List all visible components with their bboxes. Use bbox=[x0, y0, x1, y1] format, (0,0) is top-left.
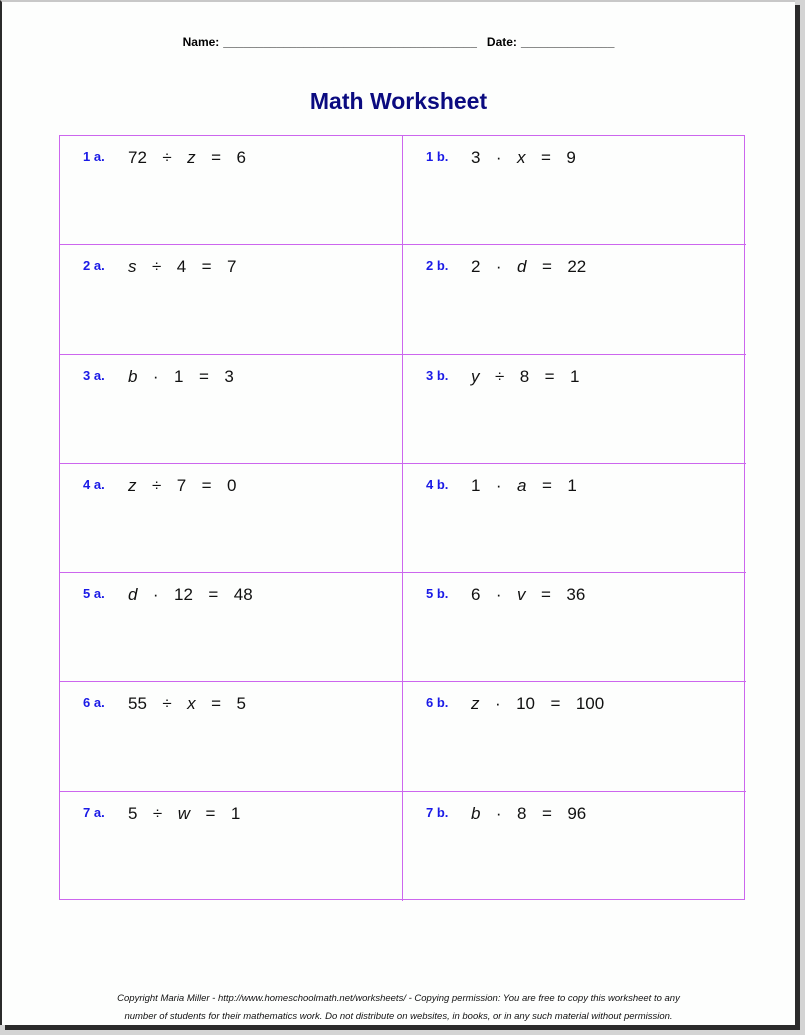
problem-cell bbox=[403, 136, 746, 245]
name-blank: ______________________________________ bbox=[223, 35, 477, 49]
left-operand: b bbox=[471, 803, 481, 823]
left-operand: 6 bbox=[471, 585, 481, 605]
right-operand: 1 bbox=[174, 366, 184, 386]
left-operand: z bbox=[128, 475, 137, 495]
right-operand: a bbox=[517, 475, 527, 495]
result-value: 9 bbox=[566, 148, 576, 167]
result-value: 1 bbox=[230, 803, 241, 823]
right-operand: z bbox=[187, 148, 196, 167]
problem-number: 6 a. bbox=[83, 695, 105, 711]
equation: 1 · a = 1 bbox=[471, 475, 577, 495]
right-operand: v bbox=[517, 585, 526, 605]
date-label: Date: bbox=[486, 35, 517, 49]
date-blank: ______________ bbox=[520, 35, 615, 49]
result-value: 1 bbox=[567, 475, 577, 495]
right-operand: 10 bbox=[516, 694, 535, 714]
problem-number: 3 b. bbox=[426, 367, 449, 383]
operator: ÷ bbox=[151, 257, 162, 277]
equation: z · 10 = 100 bbox=[471, 694, 605, 714]
right-operand: 8 bbox=[517, 803, 527, 823]
result-value: 0 bbox=[227, 475, 237, 495]
problem-number: 2 b. bbox=[426, 258, 449, 274]
problem-number: 4 a. bbox=[83, 476, 105, 492]
problem-number: 1 b. bbox=[426, 149, 449, 164]
left-operand: 1 bbox=[471, 475, 481, 495]
problem-number: 7 b. bbox=[426, 804, 449, 820]
problem-number: 3 a. bbox=[83, 367, 105, 383]
left-operand: d bbox=[128, 585, 138, 605]
equation: z ÷ 7 = 0 bbox=[128, 475, 237, 495]
problem-number: 7 a. bbox=[83, 804, 105, 820]
operator: ÷ bbox=[162, 148, 172, 167]
name-label: Name: bbox=[182, 35, 220, 49]
right-operand: 4 bbox=[176, 257, 187, 277]
operator: ÷ bbox=[152, 803, 163, 823]
problem-cell bbox=[60, 573, 403, 682]
result-value: 7 bbox=[227, 257, 237, 277]
result-value: 48 bbox=[233, 585, 253, 605]
problem-cell bbox=[403, 682, 746, 791]
equation: d · 12 = 48 bbox=[128, 585, 253, 605]
equation: 2 · d = 22 bbox=[471, 257, 587, 277]
left-operand: z bbox=[471, 694, 480, 714]
right-operand: 8 bbox=[519, 366, 530, 386]
result-value: 5 bbox=[236, 694, 246, 714]
left-operand: 72 bbox=[128, 148, 147, 167]
problem-cell bbox=[60, 136, 403, 245]
right-operand: w bbox=[177, 803, 190, 823]
copyright-footer bbox=[2, 990, 795, 1026]
operator: · bbox=[495, 148, 502, 167]
right-operand: 12 bbox=[174, 585, 193, 605]
right-operand: x bbox=[517, 148, 526, 167]
problem-number: 5 b. bbox=[426, 586, 449, 602]
problem-cell bbox=[403, 464, 746, 573]
footer-line-1: Copyright Maria Miller - http://www.homeschoolmath.net/worksheets/ - Copying permission: You are free to copy this worksheet to any bbox=[117, 993, 680, 1004]
left-operand: y bbox=[471, 366, 480, 386]
problem-cell bbox=[60, 355, 403, 464]
problem-cell bbox=[60, 682, 403, 791]
footer-line-2: number of students for their mathematics work. Do not distribute on websites, in books, or in any such material without permission. bbox=[124, 1011, 673, 1022]
problem-cell bbox=[403, 355, 746, 464]
result-value: 36 bbox=[566, 585, 586, 605]
problem-cell bbox=[60, 792, 403, 901]
operator: · bbox=[495, 803, 502, 823]
result-value: 22 bbox=[567, 257, 587, 277]
equation: b · 8 = 96 bbox=[471, 803, 587, 823]
name-date-line bbox=[2, 35, 795, 49]
left-operand: 5 bbox=[128, 803, 138, 823]
page-title: Math Worksheet bbox=[309, 88, 488, 114]
right-operand: 7 bbox=[176, 475, 187, 495]
problem-number: 4 b. bbox=[426, 476, 449, 492]
operator: · bbox=[152, 585, 159, 605]
result-value: 6 bbox=[236, 148, 246, 167]
result-value: 96 bbox=[567, 803, 587, 823]
left-operand: 3 bbox=[471, 148, 481, 167]
problem-cell bbox=[60, 464, 403, 573]
problem-cell bbox=[403, 573, 746, 682]
operator: · bbox=[495, 475, 502, 495]
operator: · bbox=[495, 585, 502, 605]
equation: s ÷ 4 = 7 bbox=[128, 257, 237, 277]
problem-number: 2 a. bbox=[83, 258, 105, 274]
equation: b · 1 = 3 bbox=[128, 366, 234, 386]
equation: 5 ÷ w = 1 bbox=[128, 803, 241, 823]
left-operand: s bbox=[128, 257, 137, 277]
problem-cell bbox=[60, 245, 403, 354]
left-operand: 2 bbox=[471, 257, 481, 277]
left-operand: b bbox=[128, 366, 138, 386]
result-value: 100 bbox=[575, 694, 605, 714]
operator: ÷ bbox=[494, 366, 505, 386]
operator: · bbox=[152, 366, 159, 386]
problem-number: 5 a. bbox=[83, 586, 105, 602]
operator: · bbox=[495, 257, 502, 277]
problem-cell bbox=[403, 245, 746, 354]
equation: 55 ÷ x = 5 bbox=[128, 694, 246, 714]
equation: y ÷ 8 = 1 bbox=[471, 366, 580, 386]
equation: 3 · x = 9 bbox=[471, 148, 576, 167]
result-value: 1 bbox=[570, 366, 580, 386]
right-operand: d bbox=[517, 257, 527, 277]
problem-number: 6 b. bbox=[426, 695, 449, 711]
problem-number: 1 a. bbox=[83, 149, 105, 164]
left-operand: 55 bbox=[128, 694, 147, 714]
operator: ÷ bbox=[151, 475, 162, 495]
right-operand: x bbox=[187, 694, 196, 714]
equation: 6 · v = 36 bbox=[471, 585, 586, 605]
operator: ÷ bbox=[162, 694, 172, 714]
result-value: 3 bbox=[224, 366, 234, 386]
equation: 72 ÷ z = 6 bbox=[128, 148, 246, 167]
operator: · bbox=[494, 694, 501, 714]
problem-grid bbox=[59, 135, 745, 900]
problem-cell bbox=[403, 792, 746, 901]
